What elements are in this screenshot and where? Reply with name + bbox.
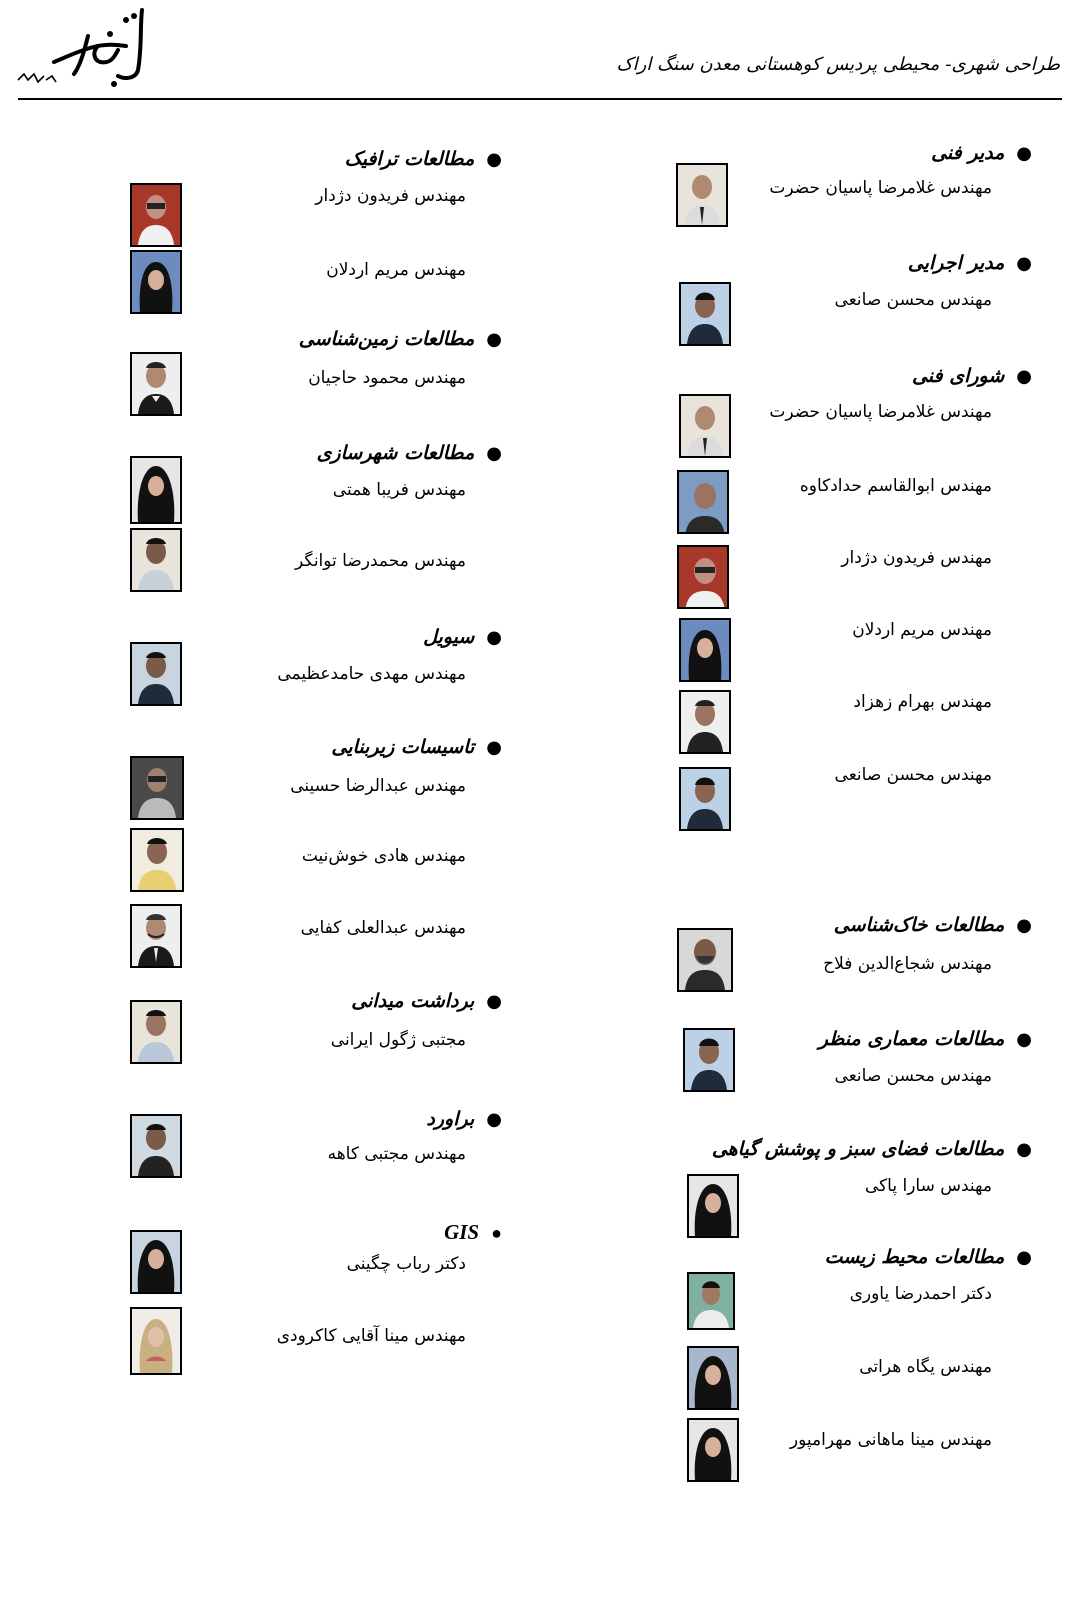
- portrait-photo: [676, 163, 728, 227]
- section-title: GIS: [444, 1220, 480, 1244]
- member-name: مهندس مهدی حامدعظیمی: [277, 664, 466, 684]
- portrait-photo: [679, 690, 731, 754]
- member-name: مجتبی ژگول ایرانی: [330, 1030, 466, 1050]
- portrait-photo: [130, 352, 182, 416]
- member-name: مهندس محسن صانعی: [834, 765, 992, 785]
- member-name: مهندس عبدالرضا حسینی: [290, 776, 466, 796]
- section-heading-technical-manager: [931, 142, 1032, 164]
- portrait-photo: [130, 756, 184, 820]
- section-heading-civil: [423, 626, 502, 648]
- section-heading-soil-studies: [834, 914, 1032, 936]
- section-title: مطالعات معماری منظر: [818, 1028, 1005, 1050]
- portrait-photo: [130, 250, 182, 314]
- section-heading-technical-council: [912, 365, 1032, 387]
- section-title: مطالعات زمین‌شناسی: [298, 328, 475, 350]
- member-name: مهندس ابوالقاسم حدادکاوه: [799, 476, 992, 496]
- bullet-dot-icon: ●: [486, 627, 502, 648]
- member-name: مهندس مینا ماهانی مهرامپور: [789, 1430, 992, 1450]
- member-name: مهندس فریبا همتی: [332, 480, 466, 500]
- portrait-photo: [130, 828, 184, 892]
- section-title: مدیر فنی: [931, 142, 1005, 164]
- bullet-dot-icon: ●: [1016, 915, 1032, 936]
- section-title: مطالعات فضای سبز و پوشش گیاهی: [711, 1138, 1005, 1160]
- bullet-dot-icon: ●: [486, 443, 502, 464]
- member-name: دکتر رباب چگینی: [346, 1254, 466, 1274]
- bullet-dot-icon: ●: [1016, 1029, 1032, 1050]
- portrait-photo: [130, 904, 182, 968]
- portrait-photo: [677, 928, 733, 992]
- member-name: مهندس غلامرضا پاسیان حضرت: [769, 402, 992, 422]
- section-heading-green-space: [712, 1138, 1032, 1160]
- portrait-photo: [687, 1272, 735, 1330]
- section-title: مدیر اجرایی: [907, 252, 1005, 274]
- portrait-photo: [677, 545, 729, 609]
- section-title: شورای فنی: [911, 365, 1005, 387]
- portrait-photo: [679, 618, 731, 682]
- member-name: مهندس هادی خوش‌نیت: [301, 846, 466, 866]
- portrait-photo: [677, 470, 729, 534]
- company-logo: [14, 4, 154, 92]
- member-name: مهندس مریم اردلان: [852, 620, 992, 640]
- section-heading-executive-manager: [908, 252, 1032, 274]
- bullet-dot-icon: ●: [486, 329, 502, 350]
- bullet-dot-icon: ●: [491, 1223, 502, 1243]
- section-title: براورد: [426, 1108, 475, 1130]
- section-title: برداشت میدانی: [351, 990, 475, 1012]
- section-title: تاسیسات زیربنایی: [331, 736, 475, 758]
- member-name: مهندس محسن صانعی: [834, 290, 992, 310]
- bullet-dot-icon: ●: [1016, 1139, 1032, 1160]
- member-name: مهندس یگاه هراتی: [859, 1357, 992, 1377]
- portrait-photo: [679, 767, 731, 831]
- section-title: مطالعات شهرسازی: [316, 442, 475, 464]
- section-heading-landscape-architecture: [819, 1028, 1032, 1050]
- member-name: دکتر احمدرضا یاوری: [849, 1284, 992, 1304]
- member-name: مهندس عبدالعلی کفایی: [300, 918, 466, 938]
- section-title: مطالعات محیط زیست: [824, 1246, 1005, 1268]
- bullet-dot-icon: ●: [486, 737, 502, 758]
- portrait-photo: [130, 456, 182, 524]
- section-heading-traffic: [345, 148, 502, 170]
- portrait-photo: [687, 1174, 739, 1238]
- member-name: مهندس مینا آقایی کاکرودی: [276, 1326, 466, 1346]
- member-name: مهندس سارا پاکی: [864, 1176, 992, 1196]
- member-name: مهندس فریدون دژدار: [841, 548, 992, 568]
- member-name: مهندس محمود حاجیان: [308, 368, 466, 388]
- portrait-photo: [130, 1114, 182, 1178]
- section-heading-urban-planning: [317, 442, 502, 464]
- member-name: مهندس بهرام زهزاد: [853, 692, 992, 712]
- section-heading-survey: [351, 990, 502, 1012]
- member-name: مهندس محسن صانعی: [834, 1066, 992, 1086]
- portrait-photo: [679, 282, 731, 346]
- portrait-photo: [130, 1230, 182, 1294]
- portrait-photo: [683, 1028, 735, 1092]
- portrait-photo: [687, 1346, 739, 1410]
- bullet-dot-icon: ●: [1016, 366, 1032, 387]
- section-heading-infrastructure: [331, 736, 502, 758]
- bullet-dot-icon: ●: [1016, 1247, 1032, 1268]
- bullet-dot-icon: ●: [486, 1109, 502, 1130]
- page-title: طراحی شهری- محیطی پردیس کوهستانی معدن سنگ اراک: [616, 54, 1060, 75]
- section-title: مطالعات ترافیک: [344, 148, 475, 170]
- bullet-dot-icon: ●: [1016, 253, 1032, 274]
- portrait-photo: [130, 528, 182, 592]
- bullet-dot-icon: ●: [486, 149, 502, 170]
- portrait-photo: [130, 183, 182, 247]
- member-name: مهندس غلامرضا پاسیان حضرت: [769, 178, 992, 198]
- portrait-photo: [130, 642, 182, 706]
- header-divider: [18, 98, 1062, 100]
- portrait-photo: [679, 394, 731, 458]
- member-name: مهندس محمدرضا توانگر: [295, 551, 466, 571]
- section-title: سیویل: [423, 626, 475, 648]
- portrait-photo: [130, 1307, 182, 1375]
- section-heading-geology: [299, 328, 502, 350]
- bullet-dot-icon: ●: [1016, 143, 1032, 164]
- section-title: مطالعات خاک‌شناسی: [833, 914, 1005, 936]
- member-name: مهندس فریدون دژدار: [315, 186, 466, 206]
- member-name: مهندس مجتبی کاهه: [327, 1144, 466, 1164]
- bullet-dot-icon: ●: [486, 991, 502, 1012]
- section-heading-estimate: [426, 1108, 502, 1130]
- section-heading-environment: [825, 1246, 1032, 1268]
- portrait-photo: [130, 1000, 182, 1064]
- portrait-photo: [687, 1418, 739, 1482]
- section-heading-gis: [444, 1220, 502, 1245]
- member-name: مهندس شجاع‌الدین فلاح: [823, 954, 992, 974]
- member-name: مهندس مریم اردلان: [326, 260, 466, 280]
